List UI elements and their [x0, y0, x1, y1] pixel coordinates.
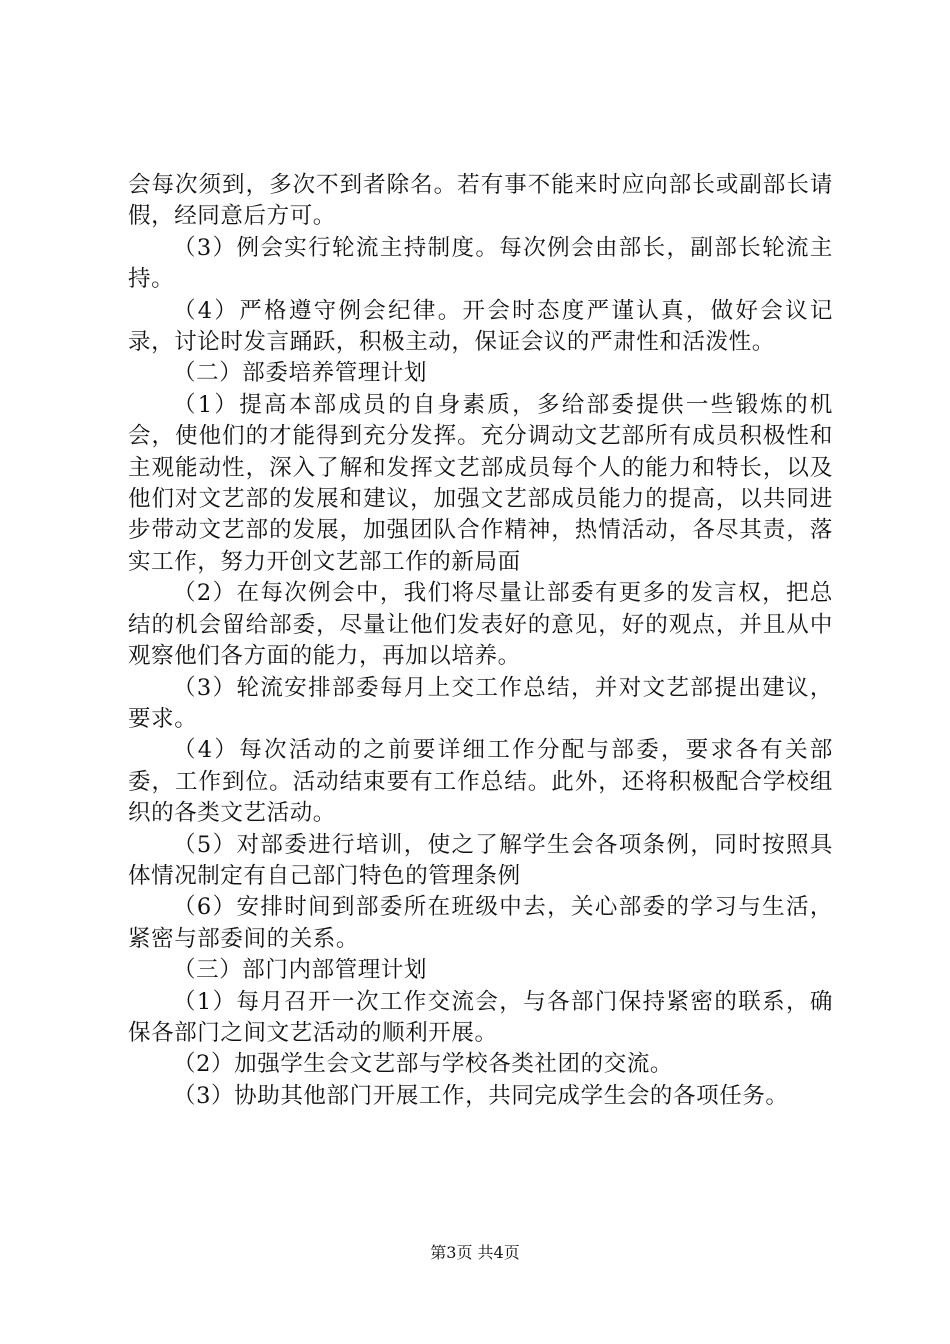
section-heading: （三）部门内部管理计划 — [173, 957, 428, 984]
paragraph: （4）严格遵守例会纪律。开会时态度严谨认真，做好会议记录，讨论时发言踊跃，积极主动，保证会议的严肃性和活泼性。 — [128, 297, 833, 356]
section-heading: （二）部委培养管理计划 — [173, 360, 428, 387]
paragraph: （6）安排时间到部委所在班级中去，关心部委的学习与生活，紧密与部委间的关系。 — [128, 894, 833, 952]
page-footer — [0, 1243, 950, 1263]
paragraph: （1）每月召开一次工作交流会，与各部门保持紧密的联系，确保各部门之间文艺活动的顺利开展。 — [128, 988, 833, 1046]
document-body — [128, 170, 833, 1112]
paragraph: （3）例会实行轮流主持制度。每次例会由部长，副部长轮流主持。 — [128, 234, 833, 293]
page-number: 第3页 共4页 — [430, 1243, 520, 1262]
paragraph: （1）提高本部成员的自身素质，多给部委提供一些锻炼的机会，使他们的才能得到充分发挥。充分调动文艺部所有成员积极性和主观能动性，深入了解和发挥文艺部成员每个人的能力和特长，以及他们对文艺部的发展和建议，加强文艺部成员能力的提高，以共同进步带动文艺部的发展，加强团队合作精神，热情活动，各尽其责，落实工作，努力开创文艺部工作的新局面 — [128, 391, 833, 575]
paragraph: （2）加强学生会文艺部与学校各类社团的交流。 — [173, 1051, 674, 1078]
paragraph: （4）每次活动的之前要详细工作分配与部委，要求各有关部委，工作到位。活动结束要有工作总结。此外，还将积极配合学校组织的各类文艺活动。 — [128, 737, 833, 827]
paragraph: （5）对部委进行培训，使之了解学生会各项条例，同时按照具体情况制定有自己部门特色的管理条例 — [128, 831, 833, 889]
paragraph: （3）协助其他部门开展工作，共同完成学生会的各项任务。 — [173, 1082, 789, 1109]
paragraph: （2）在每次例会中，我们将尽量让部委有更多的发言权，把总结的机会留给部委，尽量让他们发表好的意见，好的观点，并且从中观察他们各方面的能力，再加以培养。 — [128, 580, 833, 670]
paragraph: 会每次须到，多次不到者除名。若有事不能来时应向部长或副部长请假，经同意后方可。 — [128, 172, 833, 230]
paragraph: （3）轮流安排部委每月上交工作总结，并对文艺部提出建议，要求。 — [128, 674, 833, 732]
